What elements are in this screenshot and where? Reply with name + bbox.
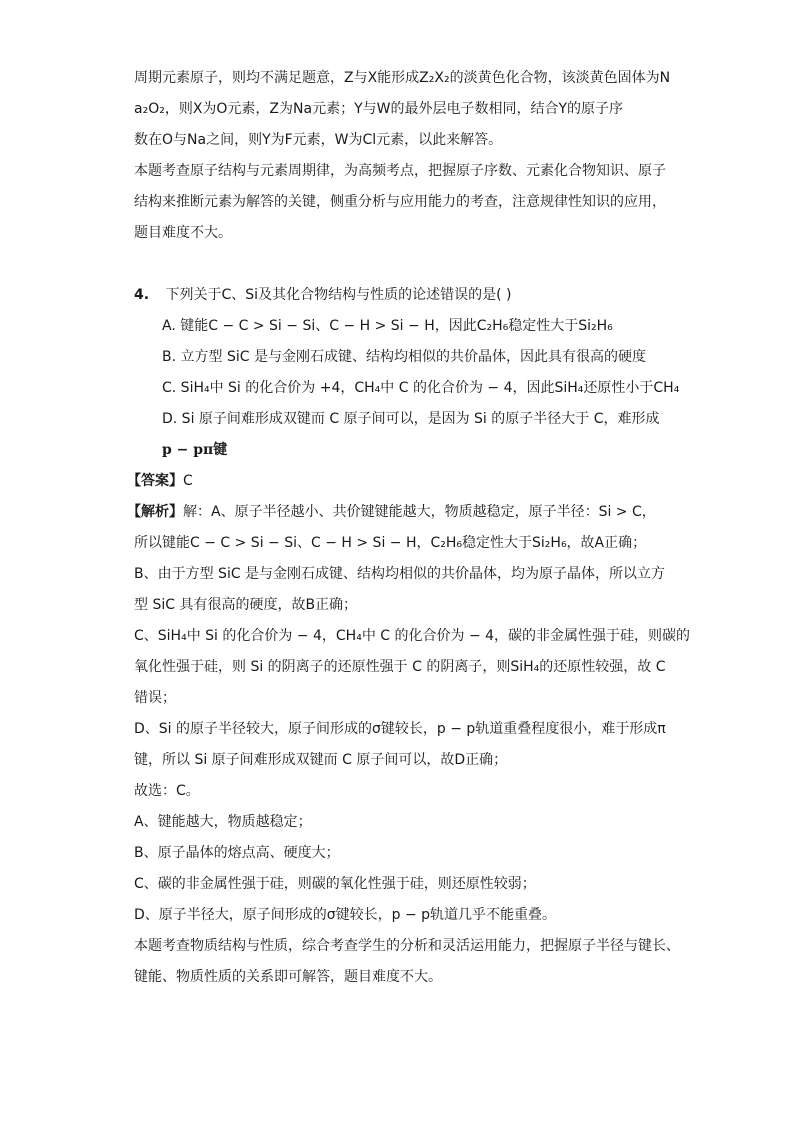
analysis-comment-line-2: 键能、物质性质的关系即可解答，题目难度不大。 [134,969,442,985]
answer-value: C [183,473,193,489]
analysis-line-4: 型 SiC 具有很高的硬度，故B正确； [134,597,358,613]
prev-comment-line-3: 题目难度不大。 [134,225,232,241]
prev-comment-line-1: 本题考查原子结构与元素周期律，为高频考点，把握原子序数、元素化合物知识、原子 [134,163,666,179]
prev-comment-line-2: 结构来推断元素为解答的关键，侧重分析与应用能力的考查，注意规律性知识的应用， [134,194,666,210]
analysis-line-8: D、Si 的原子半径较大，原子间形成的σ键较长，p − p轨道重叠程度很小，难于形成π [134,721,666,737]
analysis-line-14: D、原子半径大，原子间形成的σ键较长，p − p轨道几乎不能重叠。 [134,907,557,923]
prev-analysis-line-1: 周期元素原子，则均不满足题意，Z与X能形成Z₂X₂的淡黄色化合物，该淡黄色固体为N [134,70,671,86]
option-c: C. SiH₄中 Si 的化合价为 +4，CH₄中 C 的化合价为 − 4，因此SiH₄还原性小于CH₄ [162,380,680,396]
analysis-line-2: 所以键能C − C > Si − Si、C − H > Si − H，C₂H₆稳定性大于Si₂H₆，故A正确； [134,535,647,551]
analysis-line-6: 氧化性强于硅，则 Si 的阴离子的还原性强于 C 的阴离子，则SiH₄的还原性较强，故 C [134,659,666,675]
analysis-label: 【解析】 [127,504,183,520]
question-number: 4. [134,287,150,303]
analysis-line-11: A、键能越大，物质越稳定； [134,814,312,830]
analysis-line-12: B、原子晶体的熔点高、硬度大； [134,845,340,861]
analysis-line-13: C、碳的非金属性强于硅，则碳的氧化性强于硅，则还原性较弱； [134,876,536,892]
analysis-line-5: C、SiH₄中 Si 的化合价为 − 4，CH₄中 C 的化合价为 − 4，碳的非金属性强于硅，则碳的 [134,628,691,644]
option-a: A. 键能C − C > Si − Si、C − H > Si − H，因此C₂H₆稳定性大于Si₂H₆ [162,318,613,334]
analysis-text-1: 解：A、原子半径越小、共价键键能越大，物质越稳定，原子半径：Si > C， [183,504,656,520]
option-d: D. Si 原子间难形成双键而 C 原子间可以，是因为 Si 的原子半径大于 C，难形成 [162,411,660,427]
analysis-line-7: 错误； [134,690,176,706]
analysis-line-1 [127,502,667,522]
option-d-continued [162,440,702,460]
analysis-line-9: 键，所以 Si 原子间难形成双键而 C 原子间可以，故D正确； [134,752,508,768]
analysis-line-3: B、由于方型 SiC 是与金刚石成键、结构均相似的共价晶体，均为原子晶体，所以立方 [134,566,666,582]
answer-line [127,471,667,491]
question-stem-line [134,285,674,305]
prev-analysis-line-2: a₂O₂，则X为O元素，Z为Na元素；Y与W的最外层电子数相同，结合Y的原子序 [134,101,624,117]
analysis-comment-line-1: 本题考查物质结构与性质，综合考查学生的分析和灵活运用能力，把握原子半径与键长、 [134,938,680,954]
analysis-line-10: 故选：C。 [134,783,200,799]
answer-label: 【答案】 [127,473,183,489]
option-b: B. 立方型 SiC 是与金刚石成键、结构均相似的共价晶体，因此具有很高的硬度 [162,349,646,365]
prev-analysis-line-3: 数在O与Na之间，则Y为F元素，W为Cl元素，以此来解答。 [134,132,503,148]
option-d-cont-text: p − pπ键 [162,442,228,458]
question-stem: 下列关于C、Si及其化合物结构与性质的论述错误的是( ) [165,287,512,303]
